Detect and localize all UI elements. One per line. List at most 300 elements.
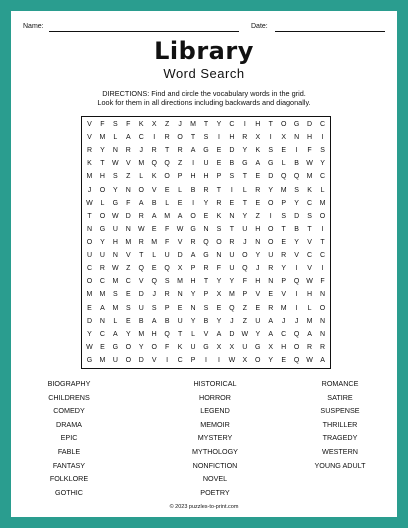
grid-letter[interactable]: L [191,330,195,338]
grid-letter[interactable]: K [255,147,261,155]
grid-letter[interactable]: O [86,238,93,246]
grid-letter[interactable]: T [203,121,209,129]
grid-letter[interactable]: H [229,134,235,142]
grid-letter[interactable]: V [307,265,312,273]
grid-letter[interactable]: N [268,278,274,286]
grid-letter[interactable]: M [112,278,119,286]
grid-letter[interactable]: G [112,343,119,351]
grid-letter[interactable]: R [242,134,248,142]
grid-letter[interactable]: Q [164,160,170,168]
grid-letter[interactable]: R [229,238,235,246]
grid-letter[interactable]: J [178,121,182,129]
grid-letter[interactable]: Q [138,265,144,273]
grid-letter[interactable]: O [99,186,106,194]
grid-letter[interactable]: R [268,265,274,273]
grid-letter[interactable]: Y [268,186,274,194]
grid-letter[interactable]: E [281,147,287,155]
grid-letter[interactable]: O [151,343,157,351]
grid-letter[interactable]: E [87,304,92,312]
grid-letter[interactable]: D [294,212,300,220]
grid-letter[interactable]: R [151,147,157,155]
grid-letter[interactable]: C [86,265,92,273]
grid-letter[interactable]: T [242,199,247,207]
grid-letter[interactable]: V [307,238,312,246]
grid-letter[interactable]: W [306,160,313,168]
grid-letter[interactable]: L [100,199,105,207]
grid-letter[interactable]: D [138,291,144,299]
grid-letter[interactable]: N [125,186,131,194]
grid-letter[interactable]: V [281,291,287,299]
grid-letter[interactable]: E [255,304,261,312]
grid-letter[interactable]: V [177,238,183,246]
grid-letter[interactable]: Y [242,212,248,220]
grid-letter[interactable]: T [139,252,144,260]
grid-letter[interactable]: P [203,291,209,299]
grid-letter[interactable]: N [255,238,261,246]
grid-letter[interactable]: E [177,199,183,207]
grid-letter[interactable]: U [268,252,274,260]
grid-letter[interactable]: E [216,304,222,312]
grid-letter[interactable]: U [242,225,248,233]
grid-letter[interactable]: Z [177,160,183,168]
grid-letter[interactable]: E [255,173,261,181]
grid-letter[interactable]: Q [280,173,287,181]
grid-letter[interactable]: O [86,278,93,286]
grid-letter[interactable]: W [306,356,313,364]
grid-letter[interactable]: Y [216,278,222,286]
grid-letter[interactable]: M [99,356,106,364]
grid-letter[interactable]: V [203,330,209,338]
grid-letter[interactable]: U [203,160,209,168]
grid-letter[interactable]: X [268,343,274,351]
grid-letter[interactable]: M [306,173,313,181]
grid-letter[interactable]: B [190,186,196,194]
grid-letter[interactable]: O [268,225,274,233]
grid-letter[interactable]: U [229,252,235,260]
grid-letter[interactable]: X [229,343,235,351]
grid-letter[interactable]: T [165,147,170,155]
grid-letter[interactable]: M [280,186,287,194]
grid-letter[interactable]: T [242,173,247,181]
grid-letter[interactable]: H [151,330,157,338]
grid-letter[interactable]: Y [216,121,222,129]
grid-letter[interactable]: A [320,356,325,364]
grid-letter[interactable]: A [190,147,196,155]
grid-letter[interactable]: I [205,356,207,364]
grid-letter[interactable]: Q [151,160,157,168]
grid-letter[interactable]: X [216,291,222,299]
grid-letter[interactable]: H [281,343,287,351]
grid-letter[interactable]: S [203,304,209,312]
grid-letter[interactable]: G [190,225,196,233]
grid-letter[interactable]: O [268,238,274,246]
grid-letter[interactable]: M [138,330,145,338]
grid-letter[interactable]: E [125,291,131,299]
grid-letter[interactable]: P [164,304,170,312]
grid-letter[interactable]: U [86,252,92,260]
grid-letter[interactable]: G [255,343,261,351]
grid-letter[interactable]: I [192,160,195,168]
grid-letter[interactable]: G [203,252,209,260]
grid-letter[interactable]: V [255,291,261,299]
grid-letter[interactable]: G [293,121,300,129]
grid-letter[interactable]: C [319,121,326,129]
grid-letter[interactable]: I [230,186,233,194]
grid-letter[interactable]: Q [164,330,170,338]
grid-letter[interactable]: S [164,278,170,286]
grid-letter[interactable]: B [138,317,144,325]
grid-letter[interactable]: H [255,278,261,286]
grid-letter[interactable]: P [242,291,248,299]
grid-letter[interactable]: O [164,173,170,181]
grid-letter[interactable]: I [321,225,324,233]
grid-letter[interactable]: Y [203,199,209,207]
grid-letter[interactable]: E [125,317,131,325]
grid-letter[interactable]: B [294,160,299,168]
grid-letter[interactable]: O [190,212,196,220]
grid-letter[interactable]: U [99,252,105,260]
grid-letter[interactable]: I [295,265,298,273]
grid-letter[interactable]: R [255,186,261,194]
grid-letter[interactable]: C [319,252,326,260]
grid-letter[interactable]: M [125,238,132,246]
grid-letter[interactable]: M [177,278,184,286]
grid-letter[interactable]: F [320,278,325,286]
grid-letter[interactable]: I [217,134,220,142]
grid-letter[interactable]: M [228,291,235,299]
grid-letter[interactable]: A [177,212,183,220]
grid-letter[interactable]: C [229,121,235,129]
grid-letter[interactable]: V [87,134,92,142]
grid-letter[interactable]: Q [164,265,170,273]
grid-letter[interactable]: A [100,304,105,312]
grid-letter[interactable]: F [126,199,131,207]
grid-letter[interactable]: E [216,147,222,155]
grid-letter[interactable]: P [281,278,287,286]
grid-letter[interactable]: D [177,252,183,260]
grid-letter[interactable]: B [294,225,299,233]
grid-letter[interactable]: N [319,330,326,338]
grid-letter[interactable]: O [138,186,144,194]
grid-letter[interactable]: D [229,147,235,155]
grid-letter[interactable]: Q [151,278,157,286]
grid-letter[interactable]: E [100,343,105,351]
grid-letter[interactable]: L [242,186,247,194]
grid-letter[interactable]: F [165,238,170,246]
grid-letter[interactable]: Y [125,330,131,338]
grid-letter[interactable]: B [229,160,235,168]
grid-letter[interactable]: G [203,147,209,155]
grid-letter[interactable]: V [125,252,131,260]
grid-letter[interactable]: R [203,265,209,273]
grid-letter[interactable]: F [165,225,170,233]
grid-letter[interactable]: L [178,186,183,194]
grid-letter[interactable]: O [177,134,183,142]
grid-letter[interactable]: I [295,304,298,312]
grid-letter[interactable]: N [319,317,326,325]
grid-letter[interactable]: Q [229,304,235,312]
grid-letter[interactable]: C [99,278,105,286]
grid-letter[interactable]: W [112,160,119,168]
grid-letter[interactable]: X [242,356,248,364]
grid-letter[interactable]: M [319,199,326,207]
grid-letter[interactable]: W [112,212,119,220]
grid-letter[interactable]: S [113,121,118,129]
grid-letter[interactable]: E [203,212,209,220]
grid-letter[interactable]: W [228,356,236,364]
grid-letter[interactable]: Y [190,291,196,299]
grid-letter[interactable]: Y [294,238,299,246]
grid-letter[interactable]: X [255,134,261,142]
date-field[interactable] [275,31,385,32]
grid-letter[interactable]: T [203,278,209,286]
grid-letter[interactable]: A [268,330,274,338]
grid-letter[interactable]: N [190,304,196,312]
grid-letter[interactable]: A [151,212,157,220]
grid-letter[interactable]: L [307,304,312,312]
grid-letter[interactable]: Z [126,173,131,181]
grid-letter[interactable]: L [113,134,118,142]
grid-letter[interactable]: V [125,160,131,168]
grid-letter[interactable]: E [216,160,222,168]
grid-letter[interactable]: M [306,317,313,325]
grid-letter[interactable]: D [86,317,92,325]
grid-letter[interactable]: X [151,121,157,129]
grid-letter[interactable]: L [113,317,118,325]
grid-letter[interactable]: Q [293,356,300,364]
grid-letter[interactable]: N [112,252,118,260]
grid-letter[interactable]: C [125,278,131,286]
grid-letter[interactable]: R [86,147,92,155]
grid-letter[interactable]: Y [229,278,235,286]
grid-letter[interactable]: B [203,317,209,325]
grid-letter[interactable]: V [87,121,92,129]
grid-letter[interactable]: S [268,147,274,155]
grid-letter[interactable]: E [151,225,157,233]
grid-letter[interactable]: H [255,225,261,233]
grid-letter[interactable]: J [243,238,247,246]
grid-letter[interactable]: G [99,225,106,233]
grid-letter[interactable]: S [229,173,235,181]
grid-letter[interactable]: T [320,238,325,246]
grid-letter[interactable]: O [280,121,287,129]
grid-letter[interactable]: I [269,134,272,142]
grid-letter[interactable]: I [269,212,272,220]
grid-letter[interactable]: H [112,238,118,246]
grid-letter[interactable]: J [230,317,234,325]
grid-letter[interactable]: R [203,186,209,194]
grid-letter[interactable]: Z [242,304,247,312]
grid-letter[interactable]: D [307,121,313,129]
grid-letter[interactable]: P [281,199,287,207]
grid-letter[interactable]: M [99,134,106,142]
grid-letter[interactable]: I [192,199,195,207]
grid-letter[interactable]: Y [113,186,118,194]
grid-letter[interactable]: R [190,238,196,246]
grid-letter[interactable]: K [151,173,157,181]
grid-letter[interactable]: Z [165,121,170,129]
grid-letter[interactable]: C [307,252,313,260]
grid-letter[interactable]: C [307,199,313,207]
grid-letter[interactable]: M [99,291,106,299]
grid-letter[interactable]: G [203,343,209,351]
grid-letter[interactable]: K [216,212,222,220]
grid-letter[interactable]: S [216,225,222,233]
grid-letter[interactable]: K [138,121,144,129]
grid-letter[interactable]: Q [293,278,300,286]
grid-letter[interactable]: H [99,173,105,181]
grid-letter[interactable]: T [268,121,273,129]
grid-letter[interactable]: U [177,317,183,325]
grid-letter[interactable]: Y [138,343,144,351]
grid-letter[interactable]: T [216,186,222,194]
grid-letter[interactable]: N [203,225,209,233]
grid-letter[interactable]: U [164,252,170,260]
grid-letter[interactable]: M [86,173,93,181]
grid-letter[interactable]: S [320,147,325,155]
grid-letter[interactable]: K [87,160,92,168]
grid-letter[interactable]: Y [100,238,105,246]
grid-letter[interactable]: K [307,186,312,194]
grid-letter[interactable]: O [125,356,132,364]
grid-letter[interactable]: G [242,160,248,168]
grid-letter[interactable]: N [319,291,326,299]
grid-letter[interactable]: U [112,356,118,364]
grid-letter[interactable]: C [138,134,144,142]
grid-letter[interactable]: H [307,291,313,299]
grid-letter[interactable]: R [138,238,144,246]
grid-letter[interactable]: Y [255,252,261,260]
grid-letter[interactable]: F [216,265,222,273]
grid-letter[interactable]: T [190,134,196,142]
grid-letter[interactable]: X [216,343,222,351]
grid-letter[interactable]: H [307,134,313,142]
grid-letter[interactable]: I [321,265,324,273]
grid-letter[interactable]: M [164,212,171,220]
grid-letter[interactable]: J [87,186,92,194]
grid-letter[interactable]: A [255,160,261,168]
grid-letter[interactable]: T [229,225,235,233]
grid-letter[interactable]: S [307,212,312,220]
grid-letter[interactable]: G [86,356,93,364]
grid-letter[interactable]: C [177,356,183,364]
grid-letter[interactable]: R [319,343,326,351]
grid-letter[interactable]: P [216,173,222,181]
grid-letter[interactable]: O [242,252,248,260]
grid-letter[interactable]: J [281,317,286,325]
grid-letter[interactable]: R [138,212,144,220]
grid-letter[interactable]: V [151,356,157,364]
grid-letter[interactable]: R [177,147,183,155]
grid-letter[interactable]: L [152,252,157,260]
grid-letter[interactable]: N [229,212,235,220]
grid-letter[interactable]: R [216,199,222,207]
grid-letter[interactable]: A [216,330,222,338]
grid-letter[interactable]: U [229,265,235,273]
grid-letter[interactable]: M [280,304,287,312]
grid-letter[interactable]: Y [255,330,261,338]
grid-letter[interactable]: A [125,134,131,142]
grid-letter[interactable]: R [164,291,170,299]
grid-letter[interactable]: I [217,356,220,364]
grid-letter[interactable]: S [294,186,299,194]
grid-letter[interactable]: Z [255,212,260,220]
grid-letter[interactable]: I [243,121,246,129]
grid-letter[interactable]: F [165,343,170,351]
grid-letter[interactable]: J [294,317,299,325]
grid-letter[interactable]: S [281,212,287,220]
grid-letter[interactable]: J [256,265,260,273]
grid-letter[interactable]: Y [87,330,92,338]
grid-letter[interactable]: A [151,317,157,325]
grid-letter[interactable]: G [112,199,119,207]
grid-letter[interactable]: U [112,225,118,233]
grid-letter[interactable]: A [307,330,312,338]
grid-letter[interactable]: W [86,343,93,351]
grid-letter[interactable]: T [100,160,105,168]
grid-letter[interactable]: Q [293,173,300,181]
grid-letter[interactable]: W [306,278,313,286]
grid-letter[interactable]: O [216,238,222,246]
grid-letter[interactable]: D [268,173,274,181]
grid-letter[interactable]: N [86,225,92,233]
grid-letter[interactable]: C [99,330,105,338]
grid-letter[interactable]: U [255,317,261,325]
grid-letter[interactable]: M [112,304,119,312]
grid-letter[interactable]: A [268,317,274,325]
grid-letter[interactable]: S [151,304,157,312]
grid-letter[interactable]: N [112,147,118,155]
grid-letter[interactable]: G [268,160,274,168]
grid-letter[interactable]: R [99,265,105,273]
grid-letter[interactable]: Y [100,147,105,155]
name-field[interactable] [49,31,239,32]
grid-letter[interactable]: Y [216,317,222,325]
grid-letter[interactable]: Q [242,265,248,273]
grid-letter[interactable]: L [281,160,286,168]
grid-letter[interactable]: E [164,186,170,194]
grid-letter[interactable]: N [177,291,183,299]
grid-letter[interactable]: W [241,330,249,338]
grid-letter[interactable]: E [281,238,287,246]
grid-letter[interactable]: D [125,212,131,220]
grid-letter[interactable]: Y [268,356,274,364]
grid-letter[interactable]: V [151,186,157,194]
grid-letter[interactable]: W [86,199,93,207]
grid-letter[interactable]: N [294,134,300,142]
grid-letter[interactable]: B [164,317,170,325]
grid-letter[interactable]: J [152,291,156,299]
grid-letter[interactable]: I [166,356,169,364]
grid-letter[interactable]: M [151,238,158,246]
grid-letter[interactable]: Y [242,147,248,155]
grid-letter[interactable]: Q [293,330,300,338]
grid-letter[interactable]: U [190,343,196,351]
grid-letter[interactable]: M [86,291,93,299]
grid-letter[interactable]: V [138,278,144,286]
grid-letter[interactable]: U [242,343,248,351]
grid-letter[interactable]: O [255,356,261,364]
grid-letter[interactable]: M [190,121,196,129]
grid-letter[interactable]: I [295,291,298,299]
grid-letter[interactable]: Y [190,317,196,325]
grid-letter[interactable]: Y [294,199,299,207]
grid-letter[interactable]: E [177,304,183,312]
grid-letter[interactable]: Q [203,238,209,246]
grid-letter[interactable]: L [165,199,170,207]
grid-letter[interactable]: N [125,225,131,233]
grid-letter[interactable]: V [294,252,299,260]
